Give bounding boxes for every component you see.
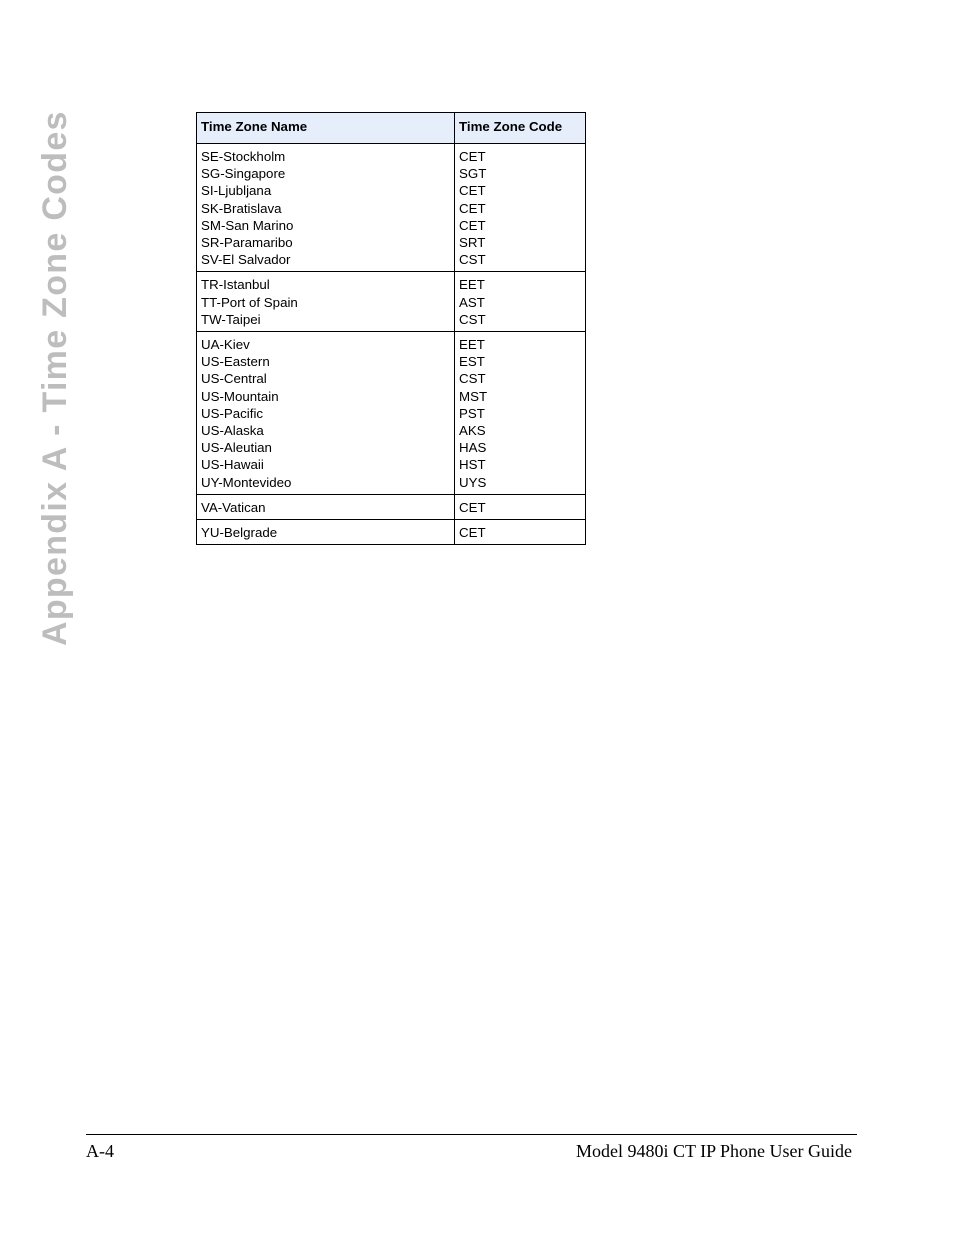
zone-code: AST xyxy=(459,294,485,310)
table-row xyxy=(197,520,586,545)
zone-code: HAS xyxy=(459,440,487,456)
zone-code: CET xyxy=(459,200,486,216)
table-row xyxy=(197,272,586,332)
zone-code: EST xyxy=(459,354,485,370)
zone-code: SGT xyxy=(459,166,487,182)
section-side-title: Appendix A - Time Zone Codes xyxy=(36,110,74,646)
table-row xyxy=(197,332,586,495)
zone-code: SRT xyxy=(459,235,486,251)
zone-name: US-Pacific xyxy=(201,405,264,421)
zone-code: UYS xyxy=(459,474,487,490)
zone-name: US-Central xyxy=(201,371,267,387)
zone-code: CST xyxy=(459,311,486,327)
name-cell xyxy=(197,520,455,545)
footer-divider xyxy=(86,1134,857,1135)
zone-name: SK-Bratislava xyxy=(201,200,282,216)
table-row xyxy=(197,144,586,272)
zone-code: PST xyxy=(459,405,485,421)
name-cell xyxy=(197,272,455,332)
zone-code: AKS xyxy=(459,423,486,439)
zone-code: CET xyxy=(459,149,486,164)
zone-code: CET xyxy=(459,217,486,233)
zone-name: TR-Istanbul xyxy=(201,277,270,293)
zone-name: UY-Montevideo xyxy=(201,474,292,490)
header-time-zone-name: Time Zone Name xyxy=(197,113,455,144)
code-cell xyxy=(455,144,586,272)
zone-code: CET xyxy=(459,183,486,199)
table-header-row xyxy=(197,113,586,144)
header-time-zone-code: Time Zone Code xyxy=(455,113,586,144)
zone-code: CST xyxy=(459,252,486,268)
zone-name: SE-Stockholm xyxy=(201,149,286,164)
code-cell xyxy=(455,332,586,495)
zone-name: SI-Ljubljana xyxy=(201,183,272,199)
guide-title: Model 9480i CT IP Phone User Guide xyxy=(576,1141,852,1161)
zone-name: SM-San Marino xyxy=(201,217,294,233)
table-row xyxy=(197,494,586,519)
name-cell xyxy=(197,494,455,519)
zone-name: US-Mountain xyxy=(201,388,279,404)
zone-name: US-Aleutian xyxy=(201,440,272,456)
zone-code: CST xyxy=(459,371,486,387)
zone-name: SG-Singapore xyxy=(201,166,286,182)
zone-name: YU-Belgrade xyxy=(201,525,278,541)
zone-name: US-Hawaii xyxy=(201,457,264,473)
zone-code: EET xyxy=(459,277,485,293)
name-cell xyxy=(197,144,455,272)
zone-name: SV-El Salvador xyxy=(201,252,291,268)
code-cell xyxy=(455,494,586,519)
zone-name: VA-Vatican xyxy=(201,499,266,515)
code-cell xyxy=(455,520,586,545)
zone-code: MST xyxy=(459,388,488,404)
zone-code: CET xyxy=(459,525,486,541)
zone-code: HST xyxy=(459,457,486,473)
zone-name: US-Eastern xyxy=(201,354,270,370)
zone-code: EET xyxy=(459,337,485,353)
zone-code: CET xyxy=(459,499,486,515)
zone-name: TT-Port of Spain xyxy=(201,294,298,310)
zone-name: SR-Paramaribo xyxy=(201,235,293,251)
name-cell xyxy=(197,332,455,495)
time-zone-table xyxy=(196,112,586,545)
code-cell xyxy=(455,272,586,332)
zone-name: TW-Taipei xyxy=(201,311,261,327)
page-number: A-4 xyxy=(86,1141,114,1161)
zone-name: US-Alaska xyxy=(201,423,264,439)
zone-name: UA-Kiev xyxy=(201,337,250,353)
